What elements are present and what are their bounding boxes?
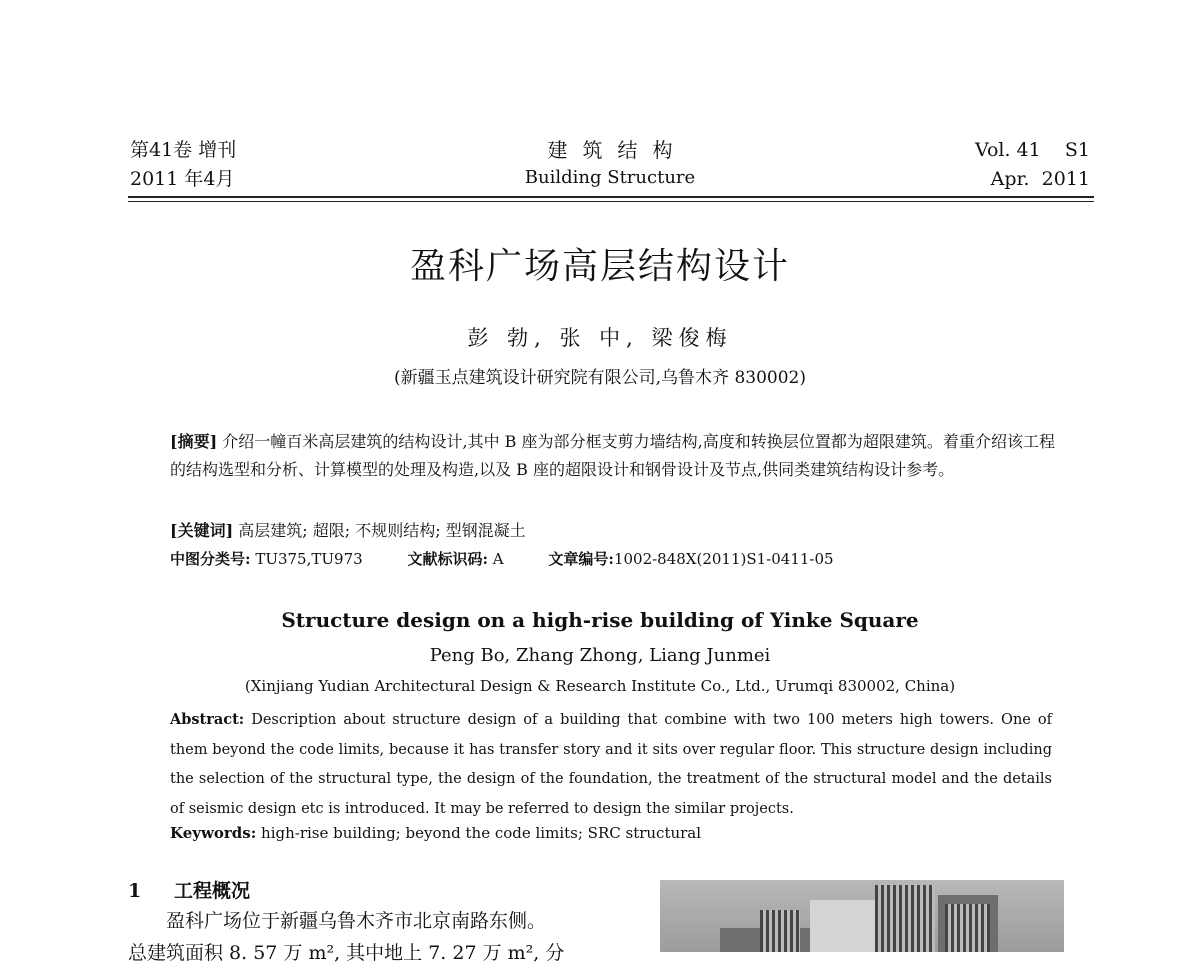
abstract-label-en: Abstract: xyxy=(170,711,245,728)
doc-code-label: 文献标识码: xyxy=(407,550,488,568)
keywords-en xyxy=(170,824,701,842)
abstract-text-cn: 介绍一幢百米高层建筑的结构设计,其中 B 座为部分框支剪力墙结构,高度和转换层位置都为超限建筑。着重介绍该工程的结构选型和分析、计算模型的处理及构造,以及 B 座的超限设计和钢骨设计及节点,供同类建筑结构设计参考。 xyxy=(170,432,1055,479)
section-heading xyxy=(128,876,250,903)
volume-en: Vol. 41 S1 xyxy=(974,139,1090,161)
section-title: 工程概况 xyxy=(174,880,251,902)
authors-cn: 彭 勃, 张 中, 梁俊梅 xyxy=(467,326,733,350)
volume-label: 第41卷 增刊 xyxy=(130,139,237,161)
article-title-en: Structure design on a high-rise building of Yinke Square xyxy=(281,608,919,632)
abstract-en xyxy=(170,705,1052,824)
keywords-text-en: high-rise building; beyond the code limits; SRC structural xyxy=(261,824,702,842)
article-title-cn: 盈科广场高层结构设计 xyxy=(409,246,790,287)
date-label: 2011 年4月 xyxy=(130,168,235,190)
section-body xyxy=(128,905,618,969)
abstract-cn xyxy=(170,428,1055,484)
keywords-label-en: Keywords: xyxy=(170,824,257,842)
journal-issue-info xyxy=(130,136,236,194)
body-line-1: 盈科广场位于新疆乌鲁木齐市北京南路东侧。 xyxy=(166,910,547,932)
authors-en: Peng Bo, Zhang Zhong, Liang Junmei xyxy=(429,645,771,666)
header-rule-thin xyxy=(128,201,1094,202)
article-no-label: 文章编号: xyxy=(548,550,614,568)
body-line-2: 总建筑面积 8. 57 万 m², 其中地上 7. 27 万 m², 分 xyxy=(128,942,565,964)
journal-name-en: Building Structure xyxy=(524,167,696,188)
affiliation-cn: (新疆玉点建筑设计研究院有限公司,乌鲁木齐 830002) xyxy=(394,368,806,388)
keywords-cn xyxy=(170,517,1055,545)
journal-volume-info xyxy=(975,136,1090,194)
clc-value: TU375,TU973 xyxy=(255,550,363,568)
building-photo xyxy=(660,880,1064,952)
classification-line xyxy=(170,548,874,569)
article-no-value: 1002-848X(2011)S1-0411-05 xyxy=(613,550,834,568)
affiliation-en: (Xinjiang Yudian Architectural Design & Research Institute Co., Ltd., Urumqi 830002, China) xyxy=(244,677,956,695)
section-number: 1 xyxy=(128,880,142,902)
abstract-text-en: Description about structure design of a building that combine with two 100 meters high towers. One of them beyond the code limits, because it has transfer story and it sits over regular floor. This structure design including the selection of the structural type, the design of the foundation, the treatment of the structural model and the details of seismic design etc is introduced. It may be referred to design the similar projects. xyxy=(170,712,1053,817)
abstract-label-cn: [摘要] xyxy=(170,432,218,451)
date-en: Apr. 2011 xyxy=(990,168,1090,190)
journal-name-cn: 建筑结构 xyxy=(547,138,688,162)
journal-name xyxy=(500,136,720,192)
header-rule-thick xyxy=(128,196,1094,198)
keywords-label-cn: [关键词] xyxy=(170,521,234,540)
clc-label: 中图分类号: xyxy=(170,550,251,568)
keywords-text-cn: 高层建筑; 超限; 不规则结构; 型钢混凝土 xyxy=(238,521,526,540)
doc-code-value: A xyxy=(492,550,504,568)
